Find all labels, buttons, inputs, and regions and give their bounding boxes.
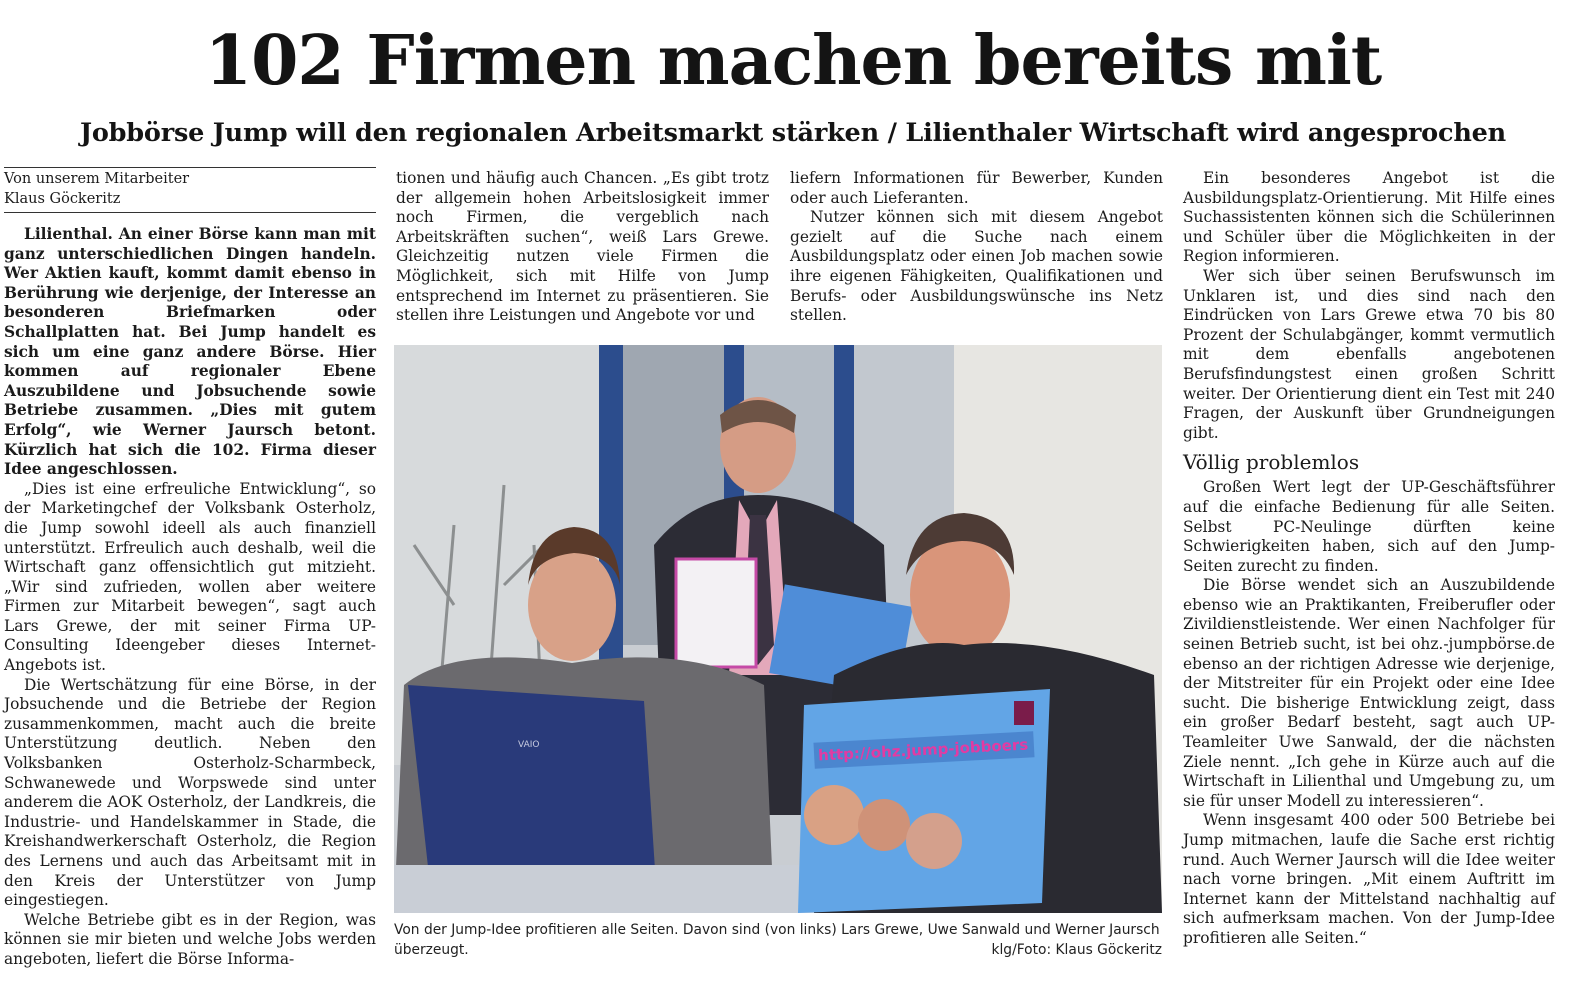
photo-caption (394, 920, 1162, 960)
byline (4, 170, 376, 209)
subheadline: Jobbörse Jump will den regionalen Arbeitsmarkt stärken / Lilienthaler Wirtschaft wird angesprochen (79, 118, 1507, 148)
body-paragraph: Ein besonderes Angebot ist die Ausbildungsplatz-Orientierung. Mit Hilfe eines Suchassistenten können sich die Schülerinnen und Schüler über die Möglichkeiten in der Region informieren. (1183, 169, 1555, 266)
crosshead: Völlig problemlos (1183, 450, 1360, 475)
body-paragraph: Die Börse wendet sich an Auszubildende ebenso wie an Praktikanten, Freiberufler oder Zivildienstleistende. Wer einen Nachfolger für seinen Betrieb sucht, ist bei ohz.-jumpbörse.de ebenso an der richtigen Adresse wie derjenige, der Mitstreiter für ein Projekt oder eine Idee sucht. Die bisherige Entwicklung zeigt, dass ein großer Bedarf besteht, sagt auch UP-Teamleiter Uwe Sanwald, der die nächsten Ziele nennt. „Ich gehe in Kürze auch auf die Wirtschaft in Lilienthal und Umgebung zu, um sie für unser Modell zu interessieren“. (1183, 576, 1555, 810)
headline: 102 Firmen machen bereits mit (204, 21, 1382, 101)
body-paragraph: Großen Wert legt der UP-Geschäftsführer auf die einfache Bedienung für alle Seiten. Selbst PC-Neulinge dürften keine Schwierigkeiten haben, sich auf den Jump-Seiten zurecht zu finden. (1183, 478, 1555, 575)
caption-text: Von der Jump-Idee profitieren alle Seiten. Davon sind (von links) Lars Grewe, Uwe Sanwald und Werner Jaursch überzeugt. (394, 922, 1160, 958)
byline-author: Klaus Göckeritz (4, 190, 121, 207)
byline-rule-bottom (4, 212, 376, 213)
body-paragraph: „Dies ist eine erfreuliche Entwicklung“, so der Marketingchef der Volksbank Osterholz, die Jump sowohl ideell als auch finanziell unterstützt. Erfreulich auch deshalb, weil die Wirtschaft ganz offensichtlich gut mitzieht. „Wir sind zufrieden, wollen aber weitere Firmen zur Mitarbeit bewegen“, sagt auch Lars Grewe, der mit seiner Firma UP-Consulting Ideengeber dieses Internet-Angebots ist. (4, 479, 376, 675)
byline-rule-top (4, 167, 376, 168)
body-paragraph: Die Wertschätzung für eine Börse, in der Jobsuchende und die Betriebe der Region zusammenkommen, macht auch die breite Unterstützung deutlich. Neben den Volksbanken Osterholz-Scharmbeck, Schwanewede und Worpswede sind unter anderem die AOK Osterholz, der Landkreis, die Industrie- und Handelskammer in Stade, die Kreishandwerkerschaft Osterholz, die Region des Lernens und auch das Arbeitsamt mit in den Kreis der Unterstützer von Jump eingestiegen. (4, 675, 376, 910)
article-column-2 (396, 169, 769, 326)
photo-illustration (394, 345, 1162, 913)
article-column-1 (4, 225, 376, 970)
body-paragraph: Nutzer können sich mit diesem Angebot gezielt auf die Suche nach einem Ausbildungsplatz oder einen Job machen sowie ihre eigenen Fähigkeiten, Qualifikationen und Berufs- oder Ausbildungswünsche ins Netz stellen. (790, 208, 1163, 325)
lead-paragraph: Lilienthal. An einer Börse kann man mit ganz unterschiedlichen Dingen handeln. Wer Aktien kauft, kommt damit ebenso in Berührung wie derjenige, der Interesse an besonderen Briefmarken oder Schallplatten hat. Bei Jump handelt es sich um eine ganz andere Börse. Hier kommen auf regionaler Ebene Auszubildene und Jobsuchende sowie Betriebe zusammen. „Dies mit gutem Erfolg“, wie Werner Jaursch betont. Kürzlich hat sich die 102. Firma dieser Idee angeschlossen. (4, 225, 376, 479)
body-paragraph: Welche Betriebe gibt es in der Region, was können sie mir bieten und welche Jobs werden angeboten, liefert die Börse Informa- (4, 910, 376, 968)
body-paragraph: Wer sich über seinen Berufswunsch im Unklaren ist, und dies sind nach den Eindrücken von Lars Grewe etwa 70 bis 80 Prozent der Schulabgänger, kommt vermutlich mit dem ebenfalls angebotenen Berufsfindungstest einen großen Schritt weiter. Der Orientierung dient ein Test mit 240 Fragen, der Auskunft über Grundneigungen gibt. (1183, 266, 1555, 442)
body-paragraph: tionen und häufig auch Chancen. „Es gibt trotz der allgemein hohen Arbeitslosigkeit immer noch Firmen, die vergeblich nach Arbeitskräften suchen“, weiß Lars Grewe. Gleichzeitig nutzen viele Firmen die Möglichkeit, sich mit Hilfe von Jump entsprechend im Internet zu präsentieren. Sie stellen ihre Leistungen und Angebote vor und (396, 169, 769, 325)
byline-line1: Von unserem Mitarbeiter (4, 171, 190, 187)
article-column-4 (1183, 169, 1555, 949)
article-column-3 (790, 169, 1163, 326)
body-paragraph: Wenn insgesamt 400 oder 500 Betriebe bei Jump mitmachen, laufe die Sache erst richtig rund. Auch Werner Jaursch will die Idee weiter nach vorne bringen. „Mit einem Auftritt im Internet kann der Mittelstand nachhaltig auf sich aufmerksam machen. Von der Jump-Idee profitieren alle Seiten.“ (1183, 811, 1555, 947)
laptop-brand: VAIO (518, 740, 540, 750)
photo-credit: klg/Foto: Klaus Göckeritz (991, 942, 1162, 958)
article-photo (394, 345, 1162, 913)
poster-url: http://ohz.jump-jobboers (817, 735, 1029, 765)
body-paragraph: liefern Informationen für Bewerber, Kunden oder auch Lieferanten. (790, 169, 1163, 207)
